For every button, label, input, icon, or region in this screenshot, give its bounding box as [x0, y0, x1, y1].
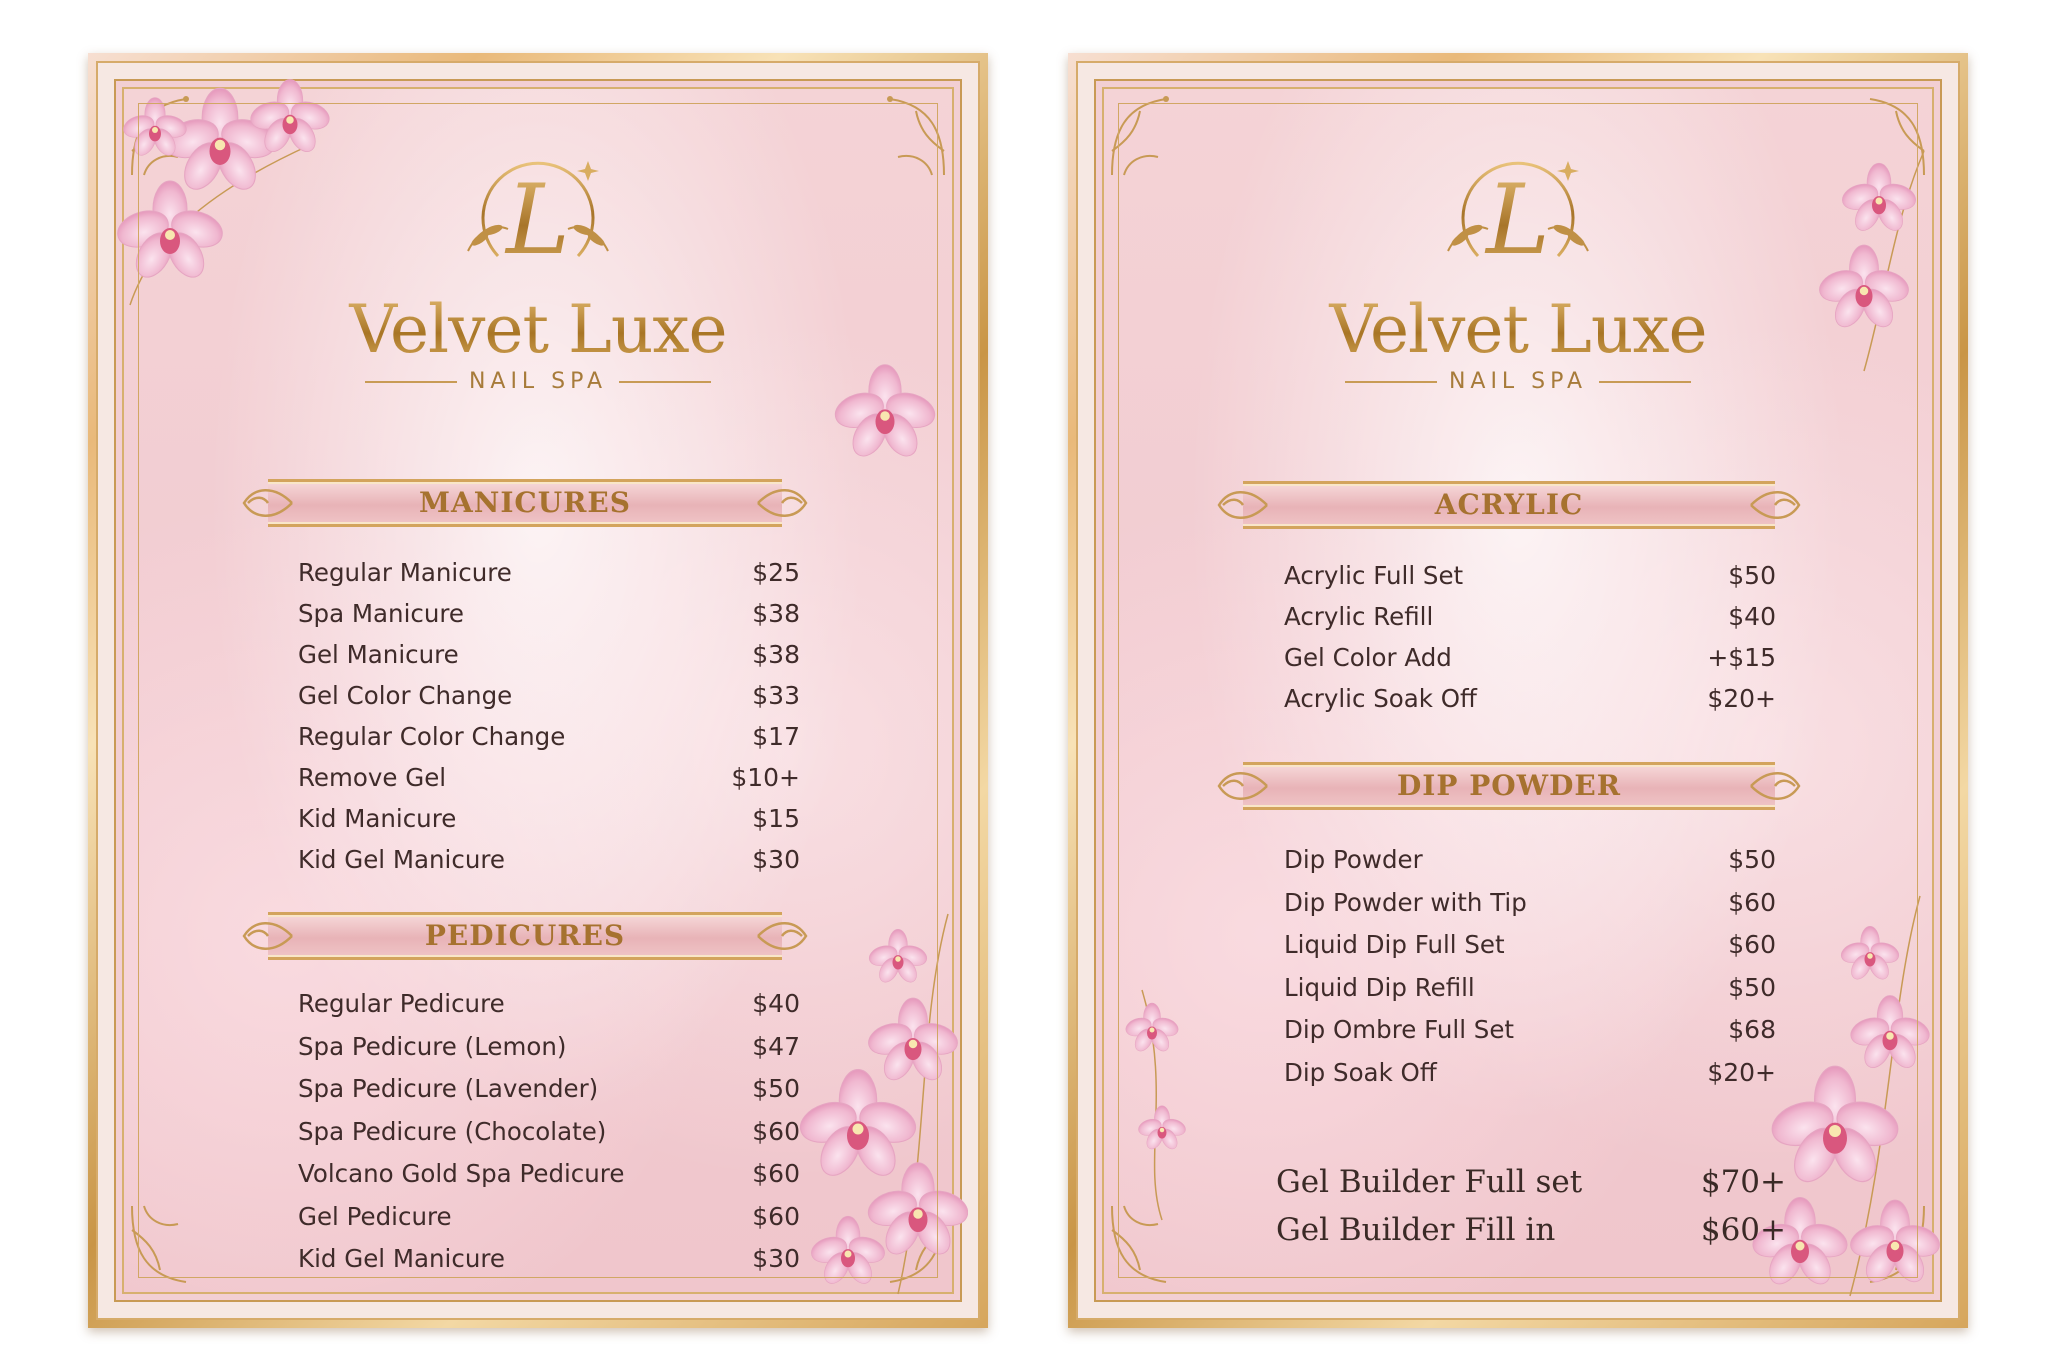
service-name: Gel Color Change	[298, 681, 513, 710]
board-paper	[1094, 79, 1942, 1302]
service-price: $38	[752, 599, 800, 628]
service-name: Volcano Gold Spa Pedicure	[298, 1159, 625, 1188]
section-banner-manicures	[234, 475, 816, 531]
brand-subtitle: NAIL SPA	[116, 369, 960, 394]
service-name: Dip Powder with Tip	[1284, 887, 1527, 917]
service-price: $70+	[1700, 1164, 1786, 1200]
service-price: $40	[1728, 602, 1776, 631]
menu-board-left	[88, 53, 988, 1328]
section-banner-pedicures	[234, 908, 816, 964]
monogram-emblem-icon	[1418, 151, 1618, 281]
corner-flourish-icon	[126, 91, 216, 181]
price-row	[1284, 973, 1776, 1016]
price-row	[298, 804, 800, 845]
board-inner-frame	[1076, 61, 1960, 1320]
price-row	[1284, 1015, 1776, 1058]
price-row	[298, 763, 800, 804]
pedicures-price-list	[298, 989, 800, 1287]
orchid-stem-icon	[1102, 970, 1222, 1230]
service-name: Spa Pedicure (Chocolate)	[298, 1116, 607, 1146]
corner-flourish-icon	[126, 1200, 216, 1290]
corner-flourish-icon	[1106, 1200, 1196, 1290]
service-name: Regular Pedicure	[298, 989, 505, 1018]
banner-scroll-icon	[1209, 477, 1269, 533]
orchid-icon	[820, 351, 950, 481]
service-price: $50	[1728, 845, 1776, 874]
orchid-cluster-icon	[1720, 886, 1950, 1306]
section-title: DIP POWDER	[1397, 769, 1621, 802]
service-name: Acrylic Full Set	[1284, 561, 1464, 590]
service-price: $15	[752, 804, 800, 833]
service-name: Gel Manicure	[298, 640, 459, 669]
service-name: Liquid Dip Refill	[1284, 972, 1475, 1002]
service-price: $20+	[1707, 1057, 1776, 1087]
gel-builder-price-list	[1276, 1164, 1786, 1260]
service-price: $60	[752, 1116, 800, 1146]
price-row	[298, 1202, 800, 1245]
price-row	[1284, 845, 1776, 888]
service-price: $50	[1728, 972, 1776, 1002]
banner-scroll-icon	[756, 475, 816, 531]
banner-scroll-icon	[234, 908, 294, 964]
service-name: Dip Ombre Full Set	[1284, 1015, 1515, 1044]
corner-flourish-icon	[860, 91, 950, 181]
service-price: $10+	[731, 763, 800, 792]
price-row	[298, 640, 800, 681]
acrylic-price-list	[1284, 561, 1776, 725]
monogram-letter: L	[506, 164, 570, 276]
price-row	[298, 845, 800, 886]
service-price: $60	[1728, 887, 1776, 917]
section-banner-dip-powder	[1209, 758, 1809, 814]
service-name: Kid Gel Manicure	[298, 845, 505, 874]
service-name: Gel Builder Full set	[1276, 1164, 1583, 1200]
board-inner-frame	[96, 61, 980, 1320]
service-name: Remove Gel	[298, 763, 447, 792]
service-name: Gel Builder Fill in	[1276, 1212, 1556, 1248]
price-row	[298, 1074, 800, 1117]
service-price: +$15	[1707, 643, 1776, 672]
price-row	[1276, 1212, 1786, 1260]
price-row	[298, 1032, 800, 1075]
banner-scroll-icon	[1209, 758, 1269, 814]
monogram-letter: L	[1486, 164, 1550, 276]
service-price: $30	[752, 1244, 800, 1273]
service-name: Gel Color Add	[1284, 643, 1452, 672]
orchid-cluster-icon	[110, 75, 360, 325]
service-name: Dip Powder	[1284, 845, 1423, 874]
manicures-price-list	[298, 558, 800, 886]
orchid-cluster-icon	[778, 904, 968, 1304]
price-row	[298, 599, 800, 640]
service-name: Regular Manicure	[298, 558, 512, 587]
price-row	[1284, 888, 1776, 931]
price-row	[1284, 930, 1776, 973]
section-title: MANICURES	[419, 486, 631, 519]
monogram-emblem-icon	[438, 151, 638, 281]
service-name: Dip Soak Off	[1284, 1057, 1437, 1087]
brand-name: Velvet Luxe	[1096, 291, 1940, 368]
section-banner-acrylic	[1209, 477, 1809, 533]
menu-board-right	[1068, 53, 1968, 1328]
service-price: $60	[752, 1201, 800, 1231]
brand-name: Velvet Luxe	[116, 291, 960, 368]
corner-flourish-icon	[1840, 1200, 1930, 1290]
price-row	[298, 989, 800, 1032]
service-name: Spa Manicure	[298, 599, 464, 628]
service-name: Acrylic Soak Off	[1284, 684, 1477, 713]
corner-flourish-icon	[1106, 91, 1196, 181]
banner-scroll-icon	[234, 475, 294, 531]
price-row	[1284, 1058, 1776, 1101]
service-price: $38	[752, 640, 800, 669]
brand-subtitle: NAIL SPA	[1096, 369, 1940, 394]
service-name: Kid Manicure	[298, 804, 457, 833]
dip-powder-price-list	[1284, 845, 1776, 1100]
service-price: $30	[752, 845, 800, 874]
price-row	[298, 1244, 800, 1287]
price-row	[298, 722, 800, 763]
section-title: ACRYLIC	[1434, 488, 1584, 521]
service-price: $47	[752, 1031, 800, 1061]
service-price: $33	[752, 681, 800, 710]
banner-scroll-icon	[1749, 758, 1809, 814]
service-price: $60	[1728, 930, 1776, 959]
price-row	[1284, 602, 1776, 643]
corner-flourish-icon	[1840, 91, 1930, 181]
service-name: Regular Color Change	[298, 722, 566, 751]
service-price: $50	[752, 1074, 800, 1103]
service-name: Spa Pedicure (Lavender)	[298, 1074, 599, 1103]
price-row	[1276, 1164, 1786, 1212]
service-price: $50	[1728, 561, 1776, 590]
service-price: $60+	[1700, 1212, 1786, 1248]
banner-scroll-icon	[1749, 477, 1809, 533]
service-price: $20+	[1707, 684, 1776, 713]
price-row	[1284, 561, 1776, 602]
service-price: $25	[752, 558, 800, 587]
service-price: $40	[752, 989, 800, 1018]
price-row	[298, 1117, 800, 1160]
service-name: Spa Pedicure (Lemon)	[298, 1031, 567, 1061]
service-price: $17	[752, 722, 800, 751]
price-row	[298, 558, 800, 599]
banner-scroll-icon	[756, 908, 816, 964]
service-price: $60	[752, 1159, 800, 1188]
service-name: Gel Pedicure	[298, 1201, 452, 1231]
service-name: Kid Gel Manicure	[298, 1244, 505, 1273]
section-title: PEDICURES	[424, 919, 626, 952]
price-row	[1284, 684, 1776, 725]
service-price: $68	[1728, 1015, 1776, 1044]
service-name: Liquid Dip Full Set	[1284, 930, 1505, 959]
board-paper	[114, 79, 962, 1302]
price-row	[298, 1159, 800, 1202]
price-row	[298, 681, 800, 722]
price-row	[1284, 643, 1776, 684]
service-name: Acrylic Refill	[1284, 602, 1434, 631]
corner-flourish-icon	[860, 1200, 950, 1290]
